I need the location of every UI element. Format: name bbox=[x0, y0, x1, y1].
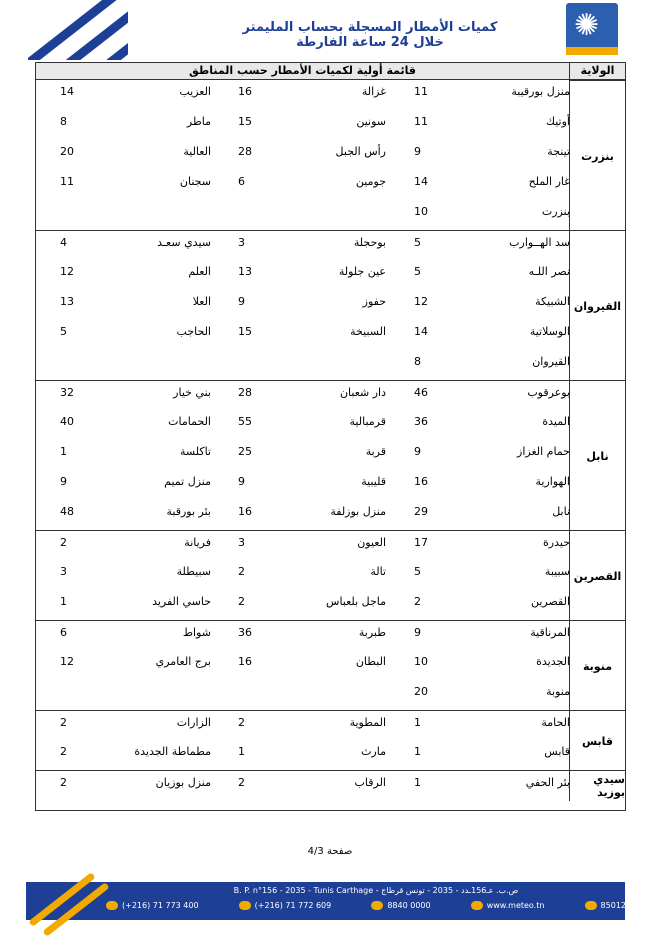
station-name: قليبية bbox=[361, 475, 386, 488]
governorate-cell: القصرين bbox=[569, 530, 625, 621]
table-row bbox=[36, 200, 569, 230]
rainfall-value: 15 bbox=[238, 115, 252, 128]
station-name: بوحجلة bbox=[353, 236, 386, 249]
station-name: منزل تميم bbox=[164, 475, 211, 488]
table-row bbox=[36, 440, 569, 470]
table-row bbox=[36, 350, 569, 380]
table-row bbox=[36, 590, 569, 620]
station-name: سونين bbox=[356, 115, 386, 128]
station-name: سد الهــوارب bbox=[509, 236, 570, 249]
sun-icon: ✺ bbox=[574, 8, 600, 43]
rainfall-value: 1 bbox=[60, 595, 67, 608]
station-name: حفوز bbox=[362, 295, 386, 308]
station-name: غزالة bbox=[361, 85, 386, 98]
table-row bbox=[36, 500, 569, 530]
station-name: الزارات bbox=[176, 716, 211, 729]
rainfall-value: 2 bbox=[414, 595, 421, 608]
title-line-2: خلال 24 ساعة الفارطة bbox=[296, 35, 444, 50]
table-header-governorate: الولاية bbox=[569, 63, 625, 80]
rainfall-value: 6 bbox=[60, 626, 67, 639]
rainfall-value: 12 bbox=[60, 655, 74, 668]
rainfall-value: 5 bbox=[414, 236, 421, 249]
station-name: العزيب bbox=[179, 85, 211, 98]
rainfall-value: 28 bbox=[238, 386, 252, 399]
rainfall-value: 32 bbox=[60, 386, 74, 399]
station-name: سجنان bbox=[179, 175, 211, 188]
table-row bbox=[36, 620, 569, 651]
station-name: منزل بوزلفة bbox=[330, 505, 386, 518]
station-name: تاكلسة bbox=[179, 445, 211, 458]
station-name: بني خيار bbox=[173, 386, 211, 399]
page-number: صفحة 4/3 bbox=[307, 846, 353, 857]
station-name: منزل بورقيبة bbox=[511, 85, 570, 98]
station-name: ماجل بلعباس bbox=[326, 595, 386, 608]
rainfall-value: 28 bbox=[238, 145, 252, 158]
footer-bar bbox=[26, 882, 625, 920]
rainfall-value: 11 bbox=[414, 115, 428, 128]
station-name: مطماطة الجديدة bbox=[134, 745, 211, 758]
table-row bbox=[36, 530, 569, 561]
station-name bbox=[91, 684, 211, 700]
station-name: القصرين bbox=[530, 595, 570, 608]
table-row bbox=[36, 380, 569, 411]
rainfall-value: 36 bbox=[414, 415, 428, 428]
station-name: منزل بوزيان bbox=[155, 776, 211, 789]
rainfall-value bbox=[60, 204, 100, 220]
rainfall-value bbox=[60, 354, 100, 370]
rainfall-value: 12 bbox=[414, 295, 428, 308]
station-name: أوتيك bbox=[545, 115, 570, 128]
table-row bbox=[36, 290, 569, 320]
fax-icon bbox=[239, 901, 251, 910]
rainfall-value: 5 bbox=[414, 565, 421, 578]
station-name: الوسلاتية bbox=[529, 325, 570, 338]
institute-logo bbox=[566, 3, 618, 55]
station-name: برج العامري bbox=[155, 655, 211, 668]
governorate-cell: بنزرت bbox=[569, 80, 625, 231]
station-name: سبيطلة bbox=[176, 565, 211, 578]
governorate-cell: قابس bbox=[569, 710, 625, 771]
rainfall-value: 8 bbox=[414, 355, 421, 368]
rainfall-value bbox=[238, 684, 278, 700]
rainfall-value: 12 bbox=[60, 265, 74, 278]
rainfall-value: 2 bbox=[60, 776, 67, 789]
station-name bbox=[276, 684, 386, 700]
table-row bbox=[36, 770, 569, 801]
governorate-cell: منوبة bbox=[569, 620, 625, 711]
table-row bbox=[36, 710, 569, 741]
footer-fax: (+216) 71 772 609 bbox=[239, 901, 332, 910]
station-name: العيون bbox=[357, 536, 386, 549]
rainfall-value: 10 bbox=[414, 205, 428, 218]
station-name: سبيبة bbox=[544, 565, 570, 578]
rainfall-value: 48 bbox=[60, 505, 74, 518]
rainfall-value: 16 bbox=[238, 655, 252, 668]
rainfall-value: 8 bbox=[60, 115, 67, 128]
station-name: شواط bbox=[182, 626, 211, 639]
rainfall-value: 1 bbox=[60, 445, 67, 458]
rainfall-value: 3 bbox=[238, 236, 245, 249]
station-name: تينجة bbox=[547, 145, 570, 158]
table-row bbox=[36, 740, 569, 770]
rainfall-value: 9 bbox=[414, 626, 421, 639]
footer-green-number: 8840 0000 bbox=[371, 901, 430, 910]
rainfall-value: 46 bbox=[414, 386, 428, 399]
station-name: قربة bbox=[365, 445, 386, 458]
station-name: بئر الحفي bbox=[525, 776, 570, 789]
station-name: العلا bbox=[192, 295, 211, 308]
table-row bbox=[36, 650, 569, 680]
station-name: الحامة bbox=[541, 716, 570, 729]
rainfall-value: 9 bbox=[414, 145, 421, 158]
rainfall-value: 4 bbox=[60, 236, 67, 249]
footer-sms: 85012 bbox=[585, 901, 626, 910]
table-row bbox=[36, 80, 569, 110]
rainfall-value: 5 bbox=[414, 265, 421, 278]
station-name: عين جلولة bbox=[338, 265, 386, 278]
station-name: منوبة bbox=[546, 685, 570, 698]
page-title bbox=[240, 20, 500, 50]
station-name: ماطر bbox=[186, 115, 211, 128]
rainfall-value: 15 bbox=[238, 325, 252, 338]
title-line-1: كميات الأمطار المسجلة بحساب المليمتر bbox=[242, 20, 498, 35]
station-name: سيدي سعـد bbox=[157, 236, 211, 249]
station-name: دار شعبان bbox=[339, 386, 386, 399]
station-name: البطان bbox=[355, 655, 386, 668]
rainfall-value: 2 bbox=[238, 595, 245, 608]
rainfall-value: 3 bbox=[60, 565, 67, 578]
table-header-main: قائمة أولية لكميات الأمطار حسب المناطق bbox=[36, 63, 569, 80]
station-name: الهوارية bbox=[535, 475, 570, 488]
station-name: حيدرة bbox=[543, 536, 570, 549]
rainfall-value: 14 bbox=[414, 175, 428, 188]
rainfall-value: 10 bbox=[414, 655, 428, 668]
station-name: بئر بورقبة bbox=[166, 505, 211, 518]
station-name: الرقاب bbox=[354, 776, 386, 789]
governorate-cell: سيدي بوزيد bbox=[569, 770, 625, 801]
footer-address: B. P. n°156 - 2035 - Tunis Carthage - ص.ب. عـ156ـدد - 2035 - تونس قرطاج bbox=[233, 886, 519, 895]
station-name bbox=[276, 354, 386, 370]
rainfall-value bbox=[238, 354, 278, 370]
rainfall-table bbox=[35, 62, 626, 811]
station-name: طبربة bbox=[358, 626, 386, 639]
station-name: جومين bbox=[355, 175, 386, 188]
table-row bbox=[36, 110, 569, 140]
rainfall-value: 55 bbox=[238, 415, 252, 428]
rainfall-value: 9 bbox=[238, 475, 245, 488]
station-name: قرمبالية bbox=[349, 415, 386, 428]
rainfall-value: 2 bbox=[238, 776, 245, 789]
table-row bbox=[36, 560, 569, 590]
station-name: الجديدة bbox=[536, 655, 570, 668]
rainfall-value: 3 bbox=[238, 536, 245, 549]
rainfall-value: 9 bbox=[238, 295, 245, 308]
station-name: بوعرقوب bbox=[527, 386, 570, 399]
rainfall-value: 2 bbox=[238, 565, 245, 578]
rainfall-value: 2 bbox=[60, 716, 67, 729]
station-name: نابل bbox=[552, 505, 570, 518]
footer-website[interactable]: www.meteo.tn bbox=[471, 901, 545, 910]
station-name: المطوية bbox=[349, 716, 386, 729]
station-name: غار الملح bbox=[528, 175, 570, 188]
station-name: قابس bbox=[544, 745, 570, 758]
table-row bbox=[36, 410, 569, 440]
footer-phone: (+216) 71 773 400 bbox=[106, 901, 199, 910]
globe-icon bbox=[471, 901, 483, 910]
rainfall-value: 20 bbox=[60, 145, 74, 158]
station-name: العلم bbox=[188, 265, 211, 278]
footer-contacts bbox=[106, 901, 626, 910]
rainfall-value: 16 bbox=[238, 505, 252, 518]
green-number-icon bbox=[371, 901, 383, 910]
phone-icon bbox=[106, 901, 118, 910]
rainfall-value: 29 bbox=[414, 505, 428, 518]
governorate-cell: نابل bbox=[569, 380, 625, 531]
table-row bbox=[36, 680, 569, 710]
rainfall-value: 1 bbox=[414, 716, 421, 729]
rainfall-value: 2 bbox=[60, 745, 67, 758]
rainfall-value: 13 bbox=[60, 295, 74, 308]
station-name: السبيخة bbox=[350, 325, 386, 338]
station-name: المرناقية bbox=[530, 626, 570, 639]
table-row bbox=[36, 470, 569, 500]
rainfall-value: 36 bbox=[238, 626, 252, 639]
rainfall-value: 17 bbox=[414, 536, 428, 549]
rainfall-value bbox=[60, 684, 100, 700]
rainfall-value: 11 bbox=[414, 85, 428, 98]
rainfall-value: 16 bbox=[414, 475, 428, 488]
rainfall-value: 9 bbox=[414, 445, 421, 458]
rainfall-value: 11 bbox=[60, 175, 74, 188]
rainfall-value: 6 bbox=[238, 175, 245, 188]
table-row bbox=[36, 170, 569, 200]
station-name: رأس الجبل bbox=[335, 145, 386, 158]
rainfall-value: 9 bbox=[60, 475, 67, 488]
station-name: الميدة bbox=[542, 415, 570, 428]
station-name: مارث bbox=[361, 745, 386, 758]
station-name bbox=[91, 354, 211, 370]
rainfall-value: 25 bbox=[238, 445, 252, 458]
rainfall-value: 40 bbox=[60, 415, 74, 428]
station-name bbox=[91, 204, 211, 220]
rainfall-value: 1 bbox=[238, 745, 245, 758]
station-name bbox=[276, 204, 386, 220]
station-name: فريانة bbox=[184, 536, 211, 549]
rainfall-value: 13 bbox=[238, 265, 252, 278]
station-name: تالة bbox=[370, 565, 386, 578]
rainfall-value: 14 bbox=[60, 85, 74, 98]
station-name: بنزرت bbox=[541, 205, 570, 218]
table-row bbox=[36, 230, 569, 261]
rainfall-value bbox=[238, 204, 278, 220]
station-name: العالية bbox=[183, 145, 211, 158]
rainfall-value: 20 bbox=[414, 685, 428, 698]
station-name: الحمامات bbox=[168, 415, 211, 428]
station-name: القيروان bbox=[532, 355, 570, 368]
rainfall-value: 2 bbox=[238, 716, 245, 729]
table-row bbox=[36, 260, 569, 290]
sms-icon bbox=[585, 901, 597, 910]
rainfall-value: 1 bbox=[414, 745, 421, 758]
rainfall-value: 16 bbox=[238, 85, 252, 98]
governorate-cell: القيروان bbox=[569, 230, 625, 381]
table-row bbox=[36, 320, 569, 350]
station-name: نصر اللـه bbox=[528, 265, 570, 278]
station-name: حاسي الفريد bbox=[152, 595, 211, 608]
rainfall-value: 14 bbox=[414, 325, 428, 338]
station-name: حمام الغزاز bbox=[517, 445, 570, 458]
rainfall-value: 2 bbox=[60, 536, 67, 549]
station-name: الحاجب bbox=[176, 325, 211, 338]
decorative-stripes bbox=[28, 0, 128, 60]
station-name: الشبيكة bbox=[535, 295, 570, 308]
rainfall-value: 5 bbox=[60, 325, 67, 338]
rainfall-value: 1 bbox=[414, 776, 421, 789]
table-row bbox=[36, 140, 569, 170]
